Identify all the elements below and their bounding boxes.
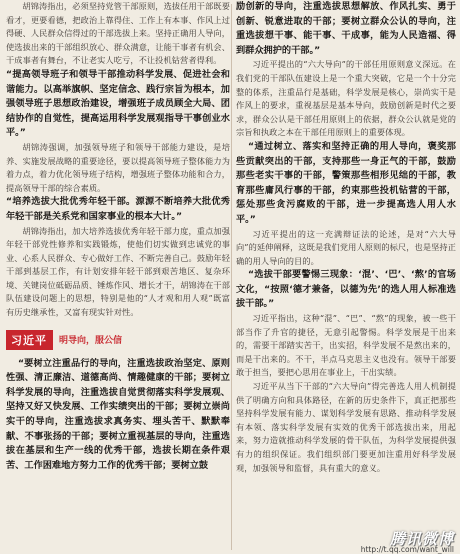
section-title: 明导向，服公信 — [59, 336, 123, 347]
paragraph-6: 习近平指出，这种“混”、“巴”、“熬”的现象，被一些干部当作了升官的捷径，无意引起警惕。科学发展是干出来的，需要干部踏实苦干，出实招，科学发展不是熬出来的，而是干出来的。不干，半点马克思主义也没有。领导干部要敢于担当，要把心思用在事业上，干出实绩。 — [236, 313, 456, 378]
watermark-url[interactable]: http://t.qq.com/want_will — [360, 545, 454, 554]
right-column — [236, 0, 456, 475]
left-column — [6, 0, 230, 473]
section-name-box: 习近平 — [6, 330, 53, 350]
quote-4: 励创新的导向，注重选拔思想解放、作风扎实、勇于创新、锐意进取的干部；要树立群众公认的导向，注重选拔想干事、能干事、干成事，能为人民造福、得到群众拥护的干部。” — [236, 1, 456, 56]
quote-3: “要树立注重品行的导向，注重选拔政治坚定、原则性强、清正廉洁、道德高尚、情趣健康的干部；要树立科学发展的导向，注重选拔自觉贯彻落实科学发展观、坚持又好又快发展、工作实绩突出的干部；要树立崇尚实干的导向，注重选拔求真务实、埋头苦干、默默奉献、不事张扬的干部；要树立重视基层的导向，注重选拔在基层和生产一线的优秀干部，选拔长期在条件艰苦、工作困难地方努力工作的优秀干部；要树立鼓 — [6, 357, 230, 471]
paragraph-2: 胡锦涛强调，加强领导班子和领导干部能力建设，是培养、实施发展战略的重要途径，要以提高领导班子整体能力为着力点，着力优化领导班子结构，增强班子整体功能和合力，提高领导干部的综合素质。 — [6, 141, 230, 193]
paragraph-1: 胡锦涛指出，必须坚持党管干部原则，选拔任用干部既要看才，更要看德，把政治上靠得住、工作上有本事、作风上过得硬、人民群众信得过的干部选拔上来。坚持正确用人导向，使选拔出来的干部组织放心、群众满意，让能干事者有机会、干成事者有舞台，不让老实人吃亏，不让投机钻营者得利。 — [6, 1, 230, 66]
tencent-weibo-logo: 腾讯微博 — [389, 530, 454, 548]
column-divider — [231, 4, 232, 550]
quote-2: “培养选拔大批优秀年轻干部。源源不断培养大批优秀年轻干部是关系党和国家事业的根本大计。” — [6, 196, 230, 222]
quote-5: “通过树立、落实和坚持正确的用人导向，褒奖那些贡献突出的干部，支持那些一身正气的干部，鼓励那些老实干事的干部，警策那些相形见绌的干部，教育那些庸风行事的干部，约束那些投机钻营的干部，惩处那些贪污腐败的干部，进一步提高选人用人水平。” — [236, 140, 456, 225]
paragraph-5: 习近平提出的这一充满辩证法的论述，是对“六大导向”的延伸阐释，这既是我们党用人原则的标尺，也是坚持正确的用人导向的目的。 — [236, 228, 456, 266]
paragraph-7: 习近平从当下干部的“六大导向”得完善选人用人机制提供了明确方向和具体路径，在新的历史条件下，真正把那些坚持科学发展有能力、谋划科学发展有思路、推动科学发展有本领、落实科学发展有实效的优秀干部选拔出来，用起来，努力造就推动科学发展的骨干队伍，为科学发展提供强有力的组织保证。我们组织部门要更加注重用好科学发展观，加强领导和监督，具有重大的意义。 — [236, 381, 456, 473]
quote-1: “提高领导班子和领导干部推动科学发展、促进社会和谐能力。以高举旗帜、坚定信念、践行宗旨为根本，加强领导班子思想政治建设，增强班子成员顾全大局、团结协作的自觉性，提高运用科学发展观指导干事创业水平。” — [6, 68, 230, 139]
quote-6: “选拔干部要警惕三现象：‘混’、‘巴’、‘熬’的官场文化，“按照‘德才兼备，以德为先’的选人用人标准选拔干部。” — [236, 269, 456, 310]
paragraph-3: 胡锦涛指出，加大培养选拔优秀年轻干部力度，重点加强年轻干部党性修养和实践锻炼，使他们切实做到忠诚党的事业、心系人民群众、专心做好工作、不断完善自己。鼓励年轻干部到基层工作，有计划安排年轻干部到艰苦地区、复杂环境、关键岗位砥砺品质、锤炼作风、增长才干，胡锦涛在干部队伍建设问题上的思想，特别是他的“人才观和用人观”既富有历史继承性，又富有现实针对性。 — [6, 225, 230, 318]
paragraph-4: 习近平提出的“六大导向”的干部任用原则意义深远。在我们党的干部队伍建设上是一个重大突破，它是一个十分完整的体系，注重品行是基础，科学发展是核心，崇尚实干是作风上的要求，重视基层是基本导向，鼓励创新是时代之要求，群众公认是干部任用原则上的依据，群众公认就是党的宗旨和执政之本在干部任用原则上的重要体现。 — [236, 59, 456, 138]
section-header — [6, 330, 230, 350]
